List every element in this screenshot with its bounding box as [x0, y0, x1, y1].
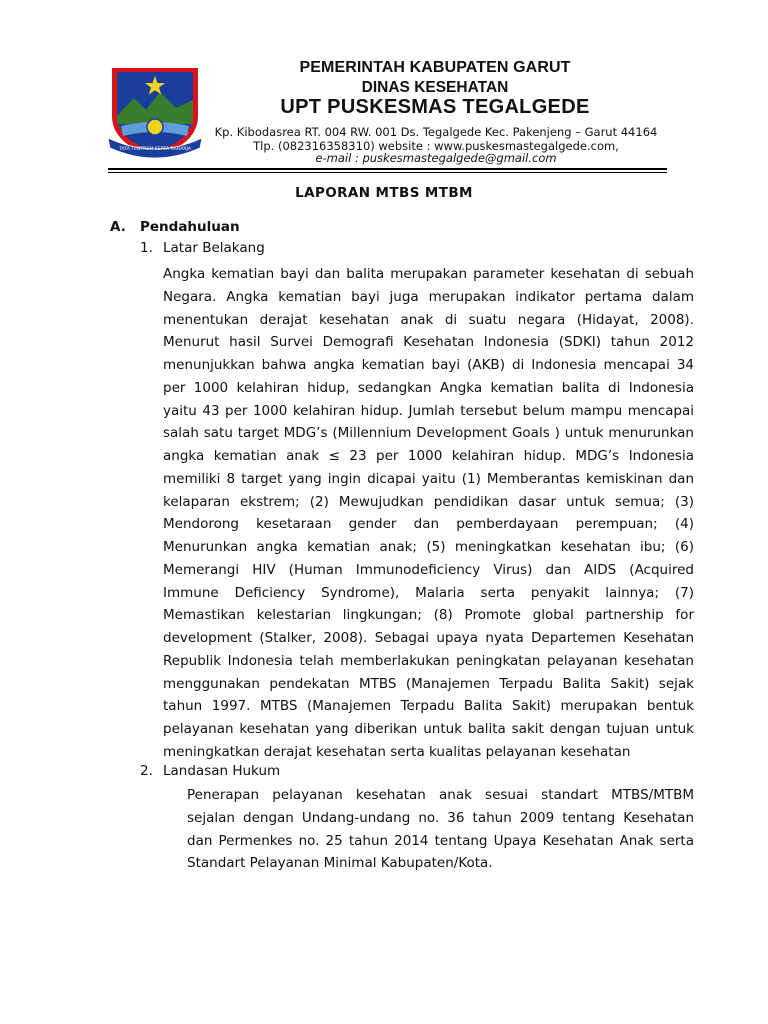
paragraph-line: menunjukkan bahwa angka kematian bayi (AKB) di Indonesia mencapai 34 — [163, 357, 694, 373]
paragraph-line: per 1000 kelahiran hidup, sedangkan Angka kematian balita di Indonesia — [163, 379, 694, 396]
paragraph-line: sejalan dengan Undang-undang no. 36 tahun 2009 tentang Kesehatan — [187, 809, 694, 826]
paragraph-line: angka kematian anak ≤ 23 per 1000 kelahiran hidup. MDG’s Indonesia — [163, 448, 694, 464]
contact-line: Tlp. (082316358310) website : www.puskesmastegalgede.com, — [253, 139, 619, 153]
paragraph-line: Standart Pelayanan Minimal Kabupaten/Kota. — [187, 855, 493, 872]
department-name: DINAS KESEHATAN — [361, 79, 509, 96]
item-heading-latar-belakang: Latar Belakang — [163, 240, 265, 256]
paragraph-line: pelayanan kesehatan yang diberikan untuk balita sakit dengan tujuan untuk — [163, 721, 694, 737]
svg-text:TATA TENTREM KERTA RAHARJA: TATA TENTREM KERTA RAHARJA — [119, 147, 191, 152]
paragraph-line: Negara. Angka kematian bayi juga merupakan indikator pertama dalam — [163, 288, 694, 305]
paragraph-line: menggunakan pendekatan MTBS (Manajemen Terpadu Balita Sakit) sejak — [163, 675, 694, 692]
paragraph-line: Penerapan pelayanan kesehatan anak sesuai standart MTBS/MTBM — [187, 787, 694, 803]
institution-name: UPT PUSKESMAS TEGALGEDE — [280, 96, 590, 118]
document-title: LAPORAN MTBS MTBM — [295, 185, 473, 201]
item-heading-landasan-hukum: Landasan Hukum — [163, 763, 281, 779]
item-number: 1. — [140, 240, 153, 256]
paragraph-line: Angka kematian bayi dan balita merupakan parameter kesehatan di sebuah — [163, 266, 694, 282]
paragraph-line: Menurut hasil Survei Demografi Kesehatan Indonesia (SDKI) tahun 2012 — [163, 334, 694, 351]
paragraph-line: Mendorong kesetaraan gender dan pemberdayaan perempuan; (4) — [163, 516, 694, 533]
paragraph-line: tahun 1997. MTBS (Manajemen Terpadu Balita Sakit) merupakan bentuk — [163, 698, 694, 715]
paragraph-line: salah satu target MDG’s (Millennium Development Goals ) untuk menurunkan — [163, 425, 694, 442]
paragraph-line: kelaparan ekstrem; (2) Mewujudkan pendidikan dasar untuk semua; (3) — [163, 493, 694, 510]
paragraph-line: memiliki 8 target yang ingin dicapai yaitu (1) Memberantas kemiskinan dan — [163, 470, 694, 487]
address-line: Kp. Kibodasrea RT. 004 RW. 001 Ds. Tegalgede Kec. Pakenjeng – Garut 44164 — [214, 125, 658, 139]
paragraph-landasan-hukum — [187, 784, 694, 875]
section-letter: A. — [110, 219, 126, 235]
paragraph-line: dan Permenkes no. 25 tahun 2014 tentang Upaya Kesehatan Anak serta — [187, 832, 694, 849]
paragraph-line: Memerangi HIV (Human Immunodeficiency Virus) dan AIDS (Acquired — [163, 561, 694, 578]
paragraph-latar-belakang — [163, 263, 694, 764]
letterhead-divider-thick — [108, 168, 667, 170]
garut-regency-logo — [104, 64, 206, 160]
paragraph-line: Memastikan kelestarian lingkungan; (8) Promote global partnership for — [163, 607, 694, 624]
paragraph-line: meningkatkan derajat kesehatan serta kualitas pelayanan kesehatan — [163, 743, 631, 760]
paragraph-line: Menurunkan angka kematian anak; (5) meningkatkan kesehatan ibu; (6) — [163, 539, 694, 555]
section-title: Pendahuluan — [140, 219, 240, 235]
paragraph-line: menentukan derajat kesehatan anak di suatu negara (Hidayat, 2008). — [163, 311, 694, 328]
paragraph-line: Republik Indonesia telah memberlakukan peningkatan pelayanan kesehatan — [163, 652, 694, 669]
paragraph-line: Immune Deficiency Syndrome), Malaria serta penyakit lainnya; (7) — [163, 584, 694, 601]
government-name: PEMERINTAH KABUPATEN GARUT — [299, 59, 571, 76]
paragraph-line: yaitu 43 per 1000 kelahiran hidup. Jumlah tersebut belum mampu mencapai — [163, 402, 694, 419]
paragraph-line: development (Stalker, 2008). Sebagai upaya nyata Departemen Kesehatan — [163, 630, 694, 646]
item-number: 2. — [140, 763, 153, 779]
letterhead-divider-thin — [108, 172, 667, 173]
email-line: e-mail : puskesmastegalgede@gmail.com — [315, 151, 557, 165]
